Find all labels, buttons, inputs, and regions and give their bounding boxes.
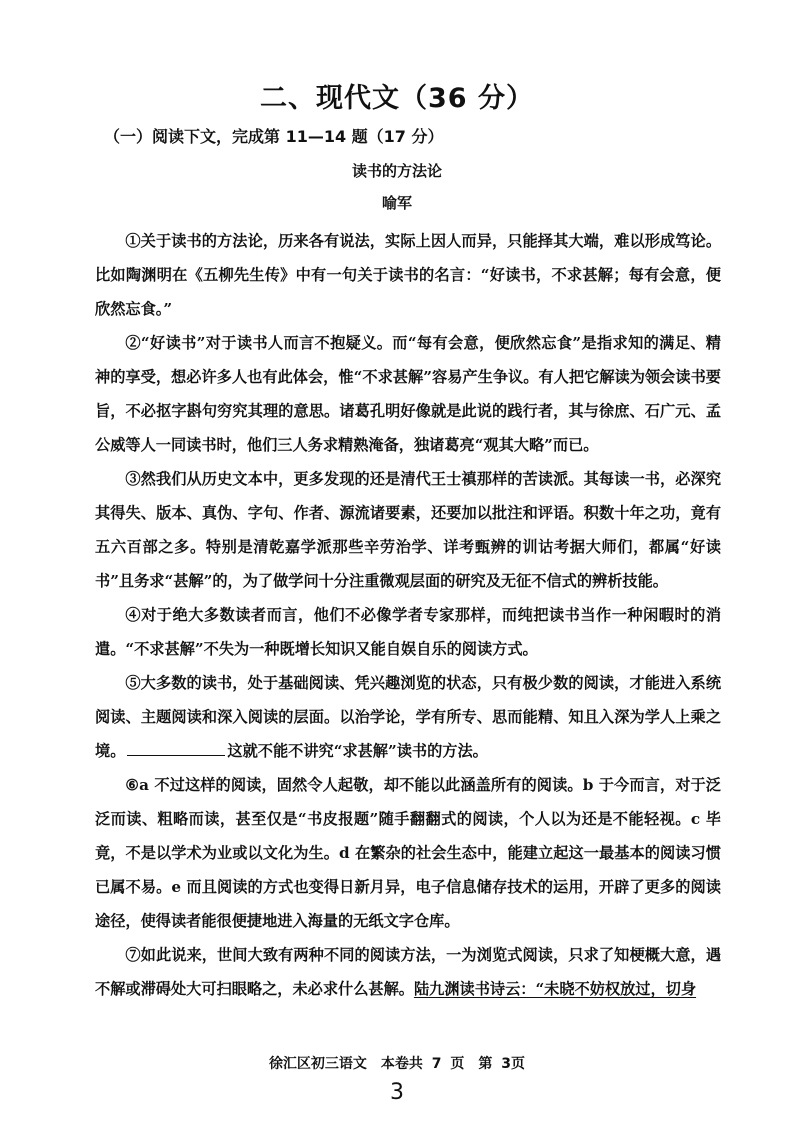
answer-blank[interactable] <box>127 739 225 756</box>
article-body <box>95 224 721 1006</box>
paragraph-4: ④对于绝大多数读者而言，他们不必像学者专家那样，而纯把读书当作一种闲暇时的消遣。“不求甚解”不失为一种既增长知识又能自娱自乐的阅读方式。 <box>95 606 721 658</box>
paragraph-7-text: ⑦如此说来，世间大致有两种不同的阅读方法，一为浏览式阅读，只求了知梗概大意，遇不解或滞碍处大可扫眼略之，未必求什么甚解。 <box>95 946 721 998</box>
subsection-instruction: （一）阅读下文，完成第 11—14 题（17 分） <box>104 127 444 146</box>
page-number: 3 <box>390 1080 404 1105</box>
article-author: 喻军 <box>381 194 412 212</box>
section-title: 二、现代文（36 分） <box>260 83 534 114</box>
paragraph-2: ②“好读书”对于读书人而言不抱疑义。而“每有会意，便欣然忘食”是指求知的满足、精神的享受，想必许多人也有此体会，惟“不求甚解”容易产生争议。有人把它解读为领会读书要旨，不必抠字斟句穷究其理的意思。诸葛孔明好像就是此说的践行者，其与徐庶、石广元、孟公威等人一同读书时，他们三人务求精熟淹备，独诸葛亮“观其大略”而已。 <box>95 334 721 454</box>
paragraph-1: ①关于读书的方法论，历来各有说法，实际上因人而异，只能择其大端，难以形成笃论。比如陶渊明在《五柳先生传》中有一句关于读书的名言：“好读书，不求甚解；每有会意，便欣然忘食。” <box>95 232 721 318</box>
article-title: 读书的方法论 <box>351 162 442 180</box>
page-footer: 徐汇区初三语文 本卷共 7 页 第 3页 <box>268 1056 526 1072</box>
paragraph-5 <box>95 666 721 768</box>
paragraph-5-tail: 这就不能不讲究“求甚解”读书的方法。 <box>227 742 488 760</box>
paragraph-7 <box>95 938 721 1006</box>
paragraph-5-text: ⑤大多数的读书，处于基础阅读、凭兴趣浏览的状态，只有极少数的阅读，才能进入系统阅读、主题阅读和深入阅读的层面。以治学论，学有所专、思而能精、知且入深为学人上乘之境。 <box>95 674 721 760</box>
paragraph-3: ③然我们从历史文本中，更多发现的还是清代王士禛那样的苦读派。其每读一书，必深究其得失、版本、真伪、字句、作者、源流诸要素，还要加以批注和评语。积数十年之功，竟有五六百部之多。特别是清乾嘉学派那些辛劳治学、详考甄辨的训诂考据大师们，都属“好读书”且务求“甚解”的，为了做学问十分注重微观层面的研究及无征不信式的辨析技能。 <box>95 470 721 590</box>
underlined-quote: 陆九渊读书诗云：“未晓不妨权放过，切身 <box>413 980 697 998</box>
paragraph-6: ⑥a 不过这样的阅读，固然令人起敬，却不能以此涵盖所有的阅读。b 于今而言，对于泛泛而读、粗略而读，甚至仅是“书皮报题”随手翻翻式的阅读，个人以为还是不能轻视。c 毕竟，不是以学术为业或以文化为生。d 在繁杂的社会生态中，能建立起这一最基本的阅读习惯已属不易。e 而且阅读的方式也变得日新月异，电子信息储存技术的运用，开辟了更多的阅读途径，使得读者能很便捷地进入海量的无纸文字仓库。 <box>95 776 721 930</box>
